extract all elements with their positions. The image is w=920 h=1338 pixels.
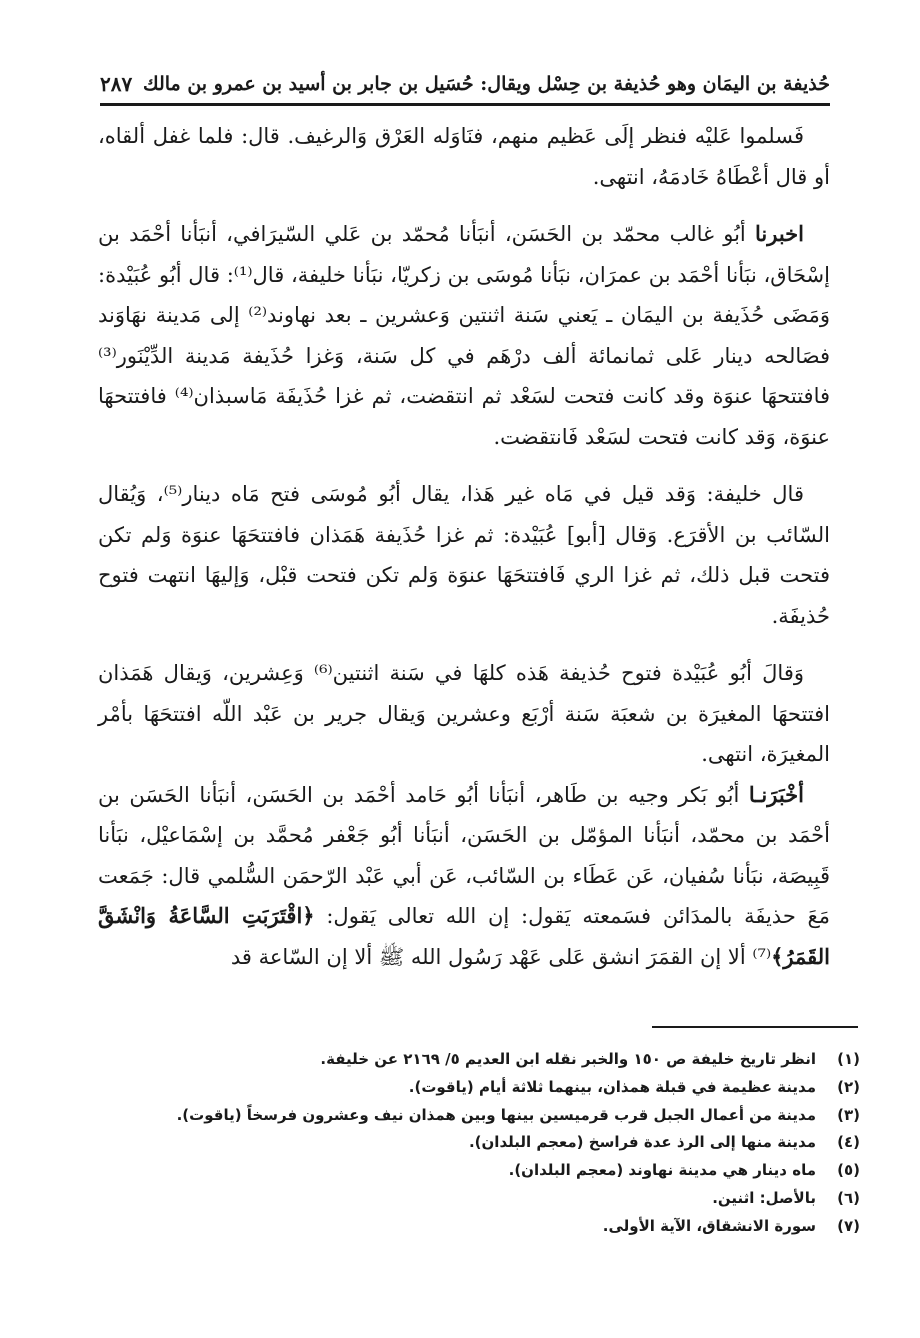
paragraph-text: فَسلموا عَليْه فنظر إلَى عَظيم منهم، فنَاوَله العَرْق وَالرغيف. قال: فلما غفل ألقاه، أو قال أعْطَاهُ خَادمَهُ، انتهى.: [98, 124, 830, 189]
footnote-item: [120, 1046, 860, 1074]
quran-verse: ﴿اقْتَرَبَتِ السَّاعَةُ وَانْشَقَّ القَمَرُ﴾: [98, 903, 830, 969]
footnote-number: (١): [837, 1050, 860, 1068]
footnote-number: (٣): [837, 1105, 860, 1124]
paragraph-lead: اخبرنا: [755, 221, 804, 246]
paragraph-continuation: ⁽⁷⁾ ألا إن القمَرَ انشق عَلى عَهْد رَسُول الله ﷺ ألا إن السّاعة قد: [230, 944, 772, 969]
paragraph-5: [98, 775, 830, 978]
footnote-item: [120, 1185, 860, 1213]
paragraph-2: [98, 214, 830, 457]
footnote-item: [120, 1102, 860, 1130]
footnote-text: سورة الانشقاق، الآية الأولى.: [602, 1216, 816, 1235]
page-header: [100, 66, 830, 102]
footnote-text: انظر تاريخ خليفة ص ١٥٠ والخبر نقله ابن العديم ٥/ ٢١٦٩ عن خليفة.: [320, 1050, 816, 1068]
paragraph-text: أبُو غالب محمّد بن الحَسَن، أنبَأنا مُحمّد بن عَلي السّيرَافي، أنبَأنا أحْمَد بن إسْحَاق، نبَأنا أحْمَد بن عمرَان، نبَأنا مُوسَى بن زكريّا، نبَأنا خليفة، قال⁽¹⁾: قال أبُو عُبَيْدة: وَمَضَى حُذَيفة بن اليمَان ـ يَعني سَنة اثنتين وَعشرين ـ بعد نهاوند⁽²⁾ إلى مَدينة نهَاوَند فصَالحه دينار عَلى ثمانمائة ألف درْهَم في كل سَنة، وَغزا حُذَيفة مَدينة الدِّيْنَور⁽³⁾ فافتتحهَا عنوَة وقد كانت فتحت لسَعْد ثم انتقضت، ثم غزا حُذَيفَة مَاسبذان⁽⁴⁾ فافتتحهَا عنوَة، وَقد كانت فتحت لسَعْد فَانتقضت.: [98, 222, 831, 449]
paragraph-1: [98, 116, 830, 197]
footnote-item: [120, 1074, 860, 1102]
footnote-item: [120, 1157, 860, 1185]
paragraph-3: [98, 474, 830, 636]
paragraph-text: قال خليفة: وَقد قيل في مَاه غير هَذا، يقال أبُو مُوسَى فتح مَاه دينار⁽⁵⁾، وَيُقال السّائب بن الأقرَع. وَقال [أبو] عُبَيْدة: ثم غزا حُذَيفة هَمَذان فافتتحَهَا عنوَة وَلم تكن فتحت قبل ذلك، ثم غزا الري فَافتتحَهَا عنوَة وَلم تكن فتحت قبْل، وَإليهَا انتهت فتوح حُذيفَة.: [98, 482, 830, 628]
footnote-text: بالأصل: اثنين.: [712, 1188, 816, 1207]
footnote-text: مدينة عظيمة في قبلة همذان، بينهما ثلاثة أيام (ياقوت).: [408, 1077, 816, 1096]
footnote-number: (٤): [837, 1133, 860, 1152]
footnote-number: (٢): [837, 1077, 860, 1096]
footnote-rule: [652, 1026, 858, 1028]
paragraph-text: أبُو بَكر وجيه بن طَاهر، أنبَأنا أبُو حَامد أحْمَد بن الحَسَن، أنبَأنا الحَسَن بن أحْمَد بن محمّد، أنبَأنا المؤمّل بن الحَسَن، أنبَأنا أبُو جَعْفر مُحمَّد بن إسْمَاعيْل، نبَأنا قَبِيصَة، نبَأنا سُفيان، عَن عَطَاء بن السّائب، عَن أبي عَبْد الرّحمَن السُّلمي قال: جَمَعت مَعَ حذيفَة بالمدَائن فسَمعته يَقول: إن الله تعالى يَقول:: [98, 782, 830, 928]
paragraph-lead: أخْبَرَنـا: [748, 781, 804, 807]
footnote-text: مدينة منها إلى الرذ عدة فراسخ (معجم البلدان).: [468, 1133, 816, 1152]
page-number: ٢٨٧: [100, 72, 133, 96]
footnotes: [120, 1046, 860, 1241]
paragraph-text: وَقالَ أبُو عُبَيْدة فتوح حُذيفة هَذه كلهَا في سَنة اثنتين⁽⁶⁾ وَعِشرين، وَيقال هَمَذان افتتحهَا المغيرَة بن شعبَة سَنة أرْبَع وعشرين وَيقال جرير بن عَبْد اللّه افتتحَهَا بأمْر المغيرَة، انتهى.: [98, 661, 830, 766]
paragraph-4: [98, 653, 830, 775]
footnote-text: ماه دينار هي مدينة نهاوند (معجم البلدان).: [508, 1161, 816, 1180]
footnote-text: مدينة من أعمال الجبل قرب قرميسين بينها وبين همذان نيف وعشرون فرسخاً (ياقوت).: [176, 1105, 816, 1124]
footnote-item: [120, 1129, 860, 1157]
footnote-number: (٦): [837, 1188, 860, 1207]
footnote-item: [120, 1213, 860, 1241]
header-rule: [100, 103, 830, 106]
main-text: [98, 116, 830, 977]
footnote-number: (٧): [837, 1216, 860, 1235]
running-head: حُذيفة بن اليمَان وهو حُذيفة بن حِسْل ويقال: حُسَيل بن جابر بن أسيد بن عمرو بن مالك: [142, 73, 830, 95]
footnote-number: (٥): [837, 1161, 860, 1180]
